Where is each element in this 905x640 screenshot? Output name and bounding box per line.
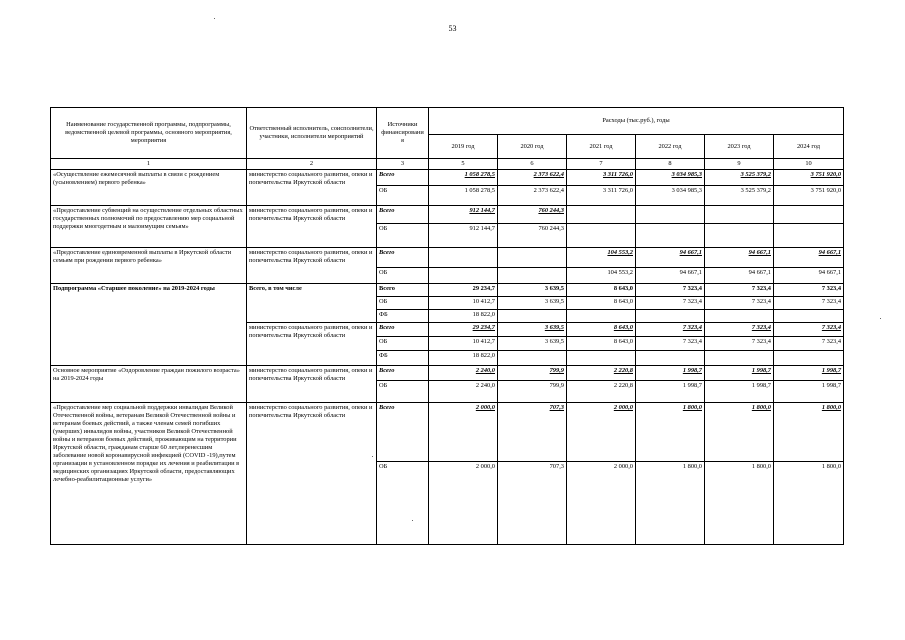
header-year: 2021 год xyxy=(567,135,636,159)
index-cell: 3 xyxy=(377,159,429,170)
value-cell: 2 000,0 xyxy=(567,403,636,462)
value-cell xyxy=(636,206,705,224)
row-executor: Всего, в том числе xyxy=(247,284,377,323)
value-cell xyxy=(498,351,567,366)
value-cell xyxy=(429,248,498,268)
value-cell: 7 323,4 xyxy=(774,284,844,297)
value-cell: 7 323,4 xyxy=(774,297,844,310)
value-cell xyxy=(567,310,636,323)
budget-table xyxy=(50,107,844,545)
value-cell: 94 667,1 xyxy=(705,268,774,284)
row-executor: министерство социального развития, опеки и попечительства Иркутской области xyxy=(247,248,377,284)
index-cell: 9 xyxy=(705,159,774,170)
value-cell: 94 667,1 xyxy=(774,268,844,284)
table-row xyxy=(51,206,844,224)
value-cell xyxy=(705,351,774,366)
value-cell xyxy=(774,224,844,248)
index-cell: 10 xyxy=(774,159,844,170)
value-cell: 2 000,0 xyxy=(567,462,636,545)
subprogram-title: Подпрограмма «Старшее поколение» на 2019-2024 годы xyxy=(51,284,247,366)
row-executor: министерство социального развития, опеки и попечительства Иркутской области xyxy=(247,206,377,248)
value-cell: 1 998,7 xyxy=(636,381,705,403)
value-cell: 7 323,4 xyxy=(774,323,844,337)
value-cell: 799,9 xyxy=(498,366,567,381)
value-cell: 3 525 379,2 xyxy=(705,170,774,186)
value-cell: 8 643,0 xyxy=(567,297,636,310)
value-cell: 94 667,1 xyxy=(636,248,705,268)
value-cell: 8 643,0 xyxy=(567,337,636,351)
source-cell: ОБ xyxy=(377,381,429,403)
table-row xyxy=(51,284,844,297)
source-cell: ОБ xyxy=(377,268,429,284)
index-cell: 7 xyxy=(567,159,636,170)
value-cell: 2 220,8 xyxy=(567,381,636,403)
header-year: 2023 год xyxy=(705,135,774,159)
index-cell: 6 xyxy=(498,159,567,170)
value-cell: 3 639,5 xyxy=(498,284,567,297)
row-executor: министерство социального развития, опеки и попечительства Иркутской области xyxy=(247,170,377,206)
header-year: 2022 год xyxy=(636,135,705,159)
source-cell: ОБ xyxy=(377,337,429,351)
value-cell: 29 234,7 xyxy=(429,323,498,337)
value-cell: 707,3 xyxy=(498,403,567,462)
value-cell xyxy=(774,351,844,366)
value-cell: 18 822,0 xyxy=(429,351,498,366)
value-cell xyxy=(567,206,636,224)
row-executor: министерство социального развития, опеки и попечительства Иркутской области xyxy=(247,366,377,403)
value-cell: 8 643,0 xyxy=(567,284,636,297)
value-cell: 1 800,0 xyxy=(636,403,705,462)
row-title: «Предоставление единовременной выплаты в Иркутской области семьям при рождении первого ребенка» xyxy=(51,248,247,284)
value-cell: 1 800,0 xyxy=(636,462,705,545)
value-cell: 8 643,0 xyxy=(567,323,636,337)
value-cell: 3 034 985,3 xyxy=(636,170,705,186)
value-cell xyxy=(567,224,636,248)
source-cell: Всего xyxy=(377,403,429,462)
source-cell: ФБ xyxy=(377,351,429,366)
value-cell: 7 323,4 xyxy=(705,323,774,337)
value-cell: 3 639,5 xyxy=(498,337,567,351)
value-cell xyxy=(774,310,844,323)
value-cell: 1 998,7 xyxy=(774,381,844,403)
source-cell: Всего xyxy=(377,206,429,224)
value-cell: 1 058 278,5 xyxy=(429,186,498,206)
value-cell: 1 800,0 xyxy=(705,403,774,462)
value-cell: 7 323,4 xyxy=(636,323,705,337)
value-cell xyxy=(498,268,567,284)
value-cell xyxy=(429,268,498,284)
value-cell: 7 323,4 xyxy=(705,337,774,351)
value-cell: 760 244,3 xyxy=(498,224,567,248)
scan-speck xyxy=(214,18,215,19)
table-row xyxy=(51,403,844,462)
value-cell: 1 800,0 xyxy=(774,403,844,462)
header-year: 2019 год xyxy=(429,135,498,159)
source-cell: ФБ xyxy=(377,310,429,323)
row-title: «Предоставление мер социальной поддержки инвалидам Великой Отечественной войны, ветеранам Великой Отечественной войны и ветеранам боевых действий, а также членам семей погибших (умерших) инвалидов войны, участников Великой Отечественной войны и ветеранов боевых действий, проживающим на территории Иркутской области, гражданам старше 60 лет,перенесшим заболевание новой коронавирусной инфекцией (COVID -19),путем организации в установленном порядке их лечения и реабилитации в медицинских организациях Иркутской области, предоставляющих лечебно-реабилитационные услуги» xyxy=(51,403,247,545)
header-year: 2020 год xyxy=(498,135,567,159)
table-row xyxy=(51,366,844,381)
value-cell: 1 800,0 xyxy=(774,462,844,545)
value-cell: 912 144,7 xyxy=(429,224,498,248)
scan-speck xyxy=(372,456,373,457)
value-cell: 94 667,1 xyxy=(705,248,774,268)
value-cell: 3 751 920,0 xyxy=(774,170,844,186)
table-row xyxy=(51,170,844,186)
value-cell: 7 323,4 xyxy=(705,284,774,297)
header-funding-source: Источники финансировани я xyxy=(377,108,429,159)
scan-speck xyxy=(412,520,413,521)
value-cell xyxy=(705,224,774,248)
value-cell: 2 000,0 xyxy=(429,462,498,545)
header-executor: Ответственный исполнитель, соисполнители, участники, исполнители мероприятий xyxy=(247,108,377,159)
value-cell xyxy=(705,310,774,323)
source-cell: ОБ xyxy=(377,224,429,248)
header-year: 2024 год xyxy=(774,135,844,159)
value-cell: 104 553,2 xyxy=(567,268,636,284)
header-program-name: Наименование государственной программы, подпрограммы, ведомственной целевой программы, основного мероприятия, мероприятия xyxy=(51,108,247,159)
row-title: «Осуществление ежемесячной выплаты в связи с рождением (усыновлением) первого ребенка» xyxy=(51,170,247,206)
value-cell: 1 998,7 xyxy=(636,366,705,381)
value-cell xyxy=(498,310,567,323)
value-cell: 7 323,4 xyxy=(774,337,844,351)
page-number: 53 xyxy=(448,24,457,33)
value-cell: 2 373 622,4 xyxy=(498,186,567,206)
table-row xyxy=(51,248,844,268)
value-cell: 104 553,2 xyxy=(567,248,636,268)
index-cell: 5 xyxy=(429,159,498,170)
value-cell: 3 525 379,2 xyxy=(705,186,774,206)
value-cell: 7 323,4 xyxy=(636,297,705,310)
value-cell: 2 240,0 xyxy=(429,381,498,403)
source-cell: ОБ xyxy=(377,297,429,310)
value-cell xyxy=(636,224,705,248)
value-cell: 1 998,7 xyxy=(705,381,774,403)
source-cell: Всего xyxy=(377,284,429,297)
value-cell: 707,3 xyxy=(498,462,567,545)
index-cell: 2 xyxy=(247,159,377,170)
value-cell: 3 311 726,0 xyxy=(567,170,636,186)
row-executor: министерство социального развития, опеки и попечительства Иркутской области xyxy=(247,403,377,545)
value-cell: 1 998,7 xyxy=(705,366,774,381)
header-expenses: Расходы (тыс.руб.), годы xyxy=(429,108,844,135)
row-executor: министерство социального развития, опеки и попечительства Иркутской области xyxy=(247,323,377,366)
index-cell: 1 xyxy=(51,159,247,170)
value-cell xyxy=(567,351,636,366)
value-cell: 2 000,0 xyxy=(429,403,498,462)
scan-speck xyxy=(880,318,881,319)
value-cell: 1 800,0 xyxy=(705,462,774,545)
value-cell xyxy=(636,310,705,323)
value-cell: 799,9 xyxy=(498,381,567,403)
value-cell: 10 412,7 xyxy=(429,297,498,310)
value-cell: 3 751 920,0 xyxy=(774,186,844,206)
value-cell: 2 240,0 xyxy=(429,366,498,381)
index-cell: 8 xyxy=(636,159,705,170)
row-title: Основное мероприятие «Оздоровление граждан пожилого возраста» на 2019-2024 годы xyxy=(51,366,247,403)
value-cell: 29 234,7 xyxy=(429,284,498,297)
value-cell: 7 323,4 xyxy=(636,284,705,297)
value-cell: 3 639,5 xyxy=(498,323,567,337)
value-cell xyxy=(774,206,844,224)
value-cell: 3 034 985,3 xyxy=(636,186,705,206)
source-cell: Всего xyxy=(377,366,429,381)
source-cell: Всего xyxy=(377,323,429,337)
source-cell: ОБ xyxy=(377,186,429,206)
value-cell: 7 323,4 xyxy=(705,297,774,310)
value-cell: 94 667,1 xyxy=(636,268,705,284)
value-cell: 94 667,1 xyxy=(774,248,844,268)
value-cell xyxy=(498,248,567,268)
value-cell: 18 822,0 xyxy=(429,310,498,323)
source-cell: Всего xyxy=(377,248,429,268)
value-cell: 760 244,3 xyxy=(498,206,567,224)
source-cell: Всего xyxy=(377,170,429,186)
value-cell: 1 058 278,5 xyxy=(429,170,498,186)
value-cell: 10 412,7 xyxy=(429,337,498,351)
value-cell: 3 311 726,0 xyxy=(567,186,636,206)
row-title: «Предоставление субвенций на осуществление отдельных областных государственных полномочий по предоставлению мер социальной поддержки многодетным и малоимущим семьям» xyxy=(51,206,247,248)
value-cell: 2 373 622,4 xyxy=(498,170,567,186)
value-cell xyxy=(705,206,774,224)
value-cell: 1 998,7 xyxy=(774,366,844,381)
value-cell: 912 144,7 xyxy=(429,206,498,224)
source-cell: ОБ xyxy=(377,462,429,545)
value-cell: 7 323,4 xyxy=(636,337,705,351)
value-cell: 2 220,8 xyxy=(567,366,636,381)
value-cell xyxy=(636,351,705,366)
value-cell: 3 639,5 xyxy=(498,297,567,310)
